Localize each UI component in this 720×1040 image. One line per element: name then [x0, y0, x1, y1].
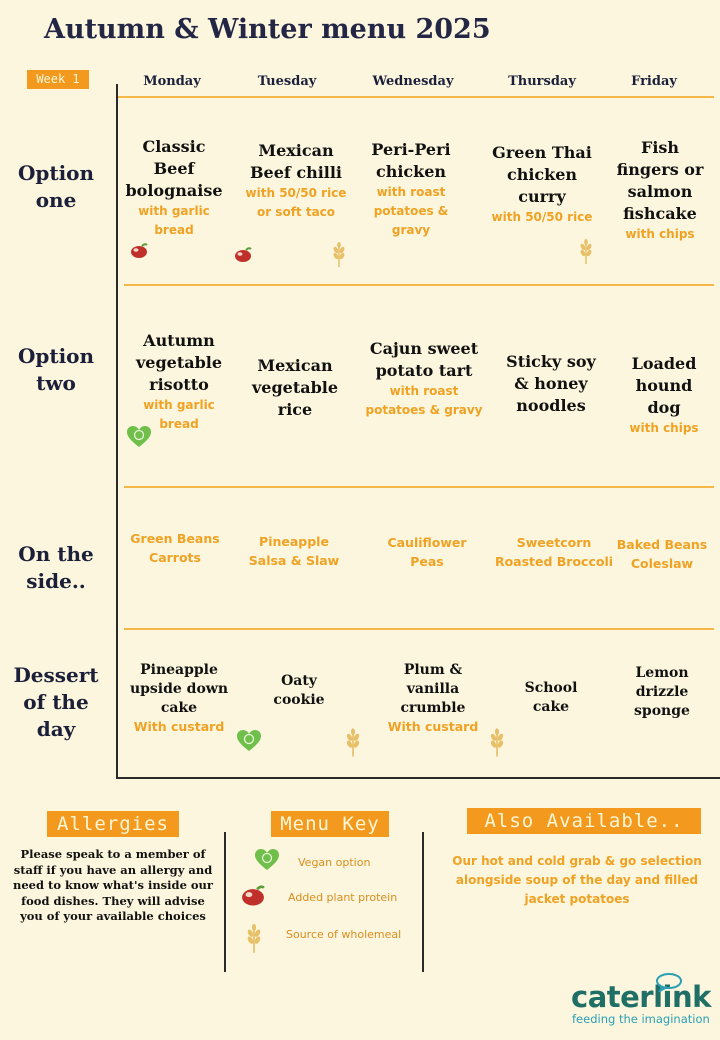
row-label-option-one: Option one: [17, 161, 95, 212]
option-one-thursday: [484, 142, 600, 227]
dessert-name: Lemon drizzle sponge: [634, 665, 690, 719]
dish-accompaniment: with garlic bread: [138, 204, 210, 237]
plant-protein-bean-icon: [238, 883, 268, 909]
wheat-icon: [578, 239, 594, 265]
allergies-text: Please speak to a member of staff if you have an allergy and need to know what's inside our food dishes. They will advise you of your available choices: [13, 847, 213, 923]
option-two-wednesday: [362, 338, 486, 420]
side-item: Coleslaw: [630, 556, 694, 571]
option-one-monday: [120, 136, 228, 240]
grid-line-row3: [124, 628, 714, 630]
dish-name: Green Thai chicken curry: [492, 143, 592, 206]
side-tuesday: [238, 532, 350, 570]
dessert-thursday: [512, 679, 590, 717]
key-label-wholemeal: Source of wholemeal: [286, 928, 402, 941]
vegan-heart-icon: [254, 848, 280, 872]
speech-bubble-icon: [654, 972, 684, 992]
dessert-name: School cake: [524, 680, 578, 715]
dessert-wednesday: [380, 661, 486, 735]
allergies-heading: Allergies: [47, 811, 179, 837]
dish-accompaniment: with 50/50 rice or soft taco: [245, 186, 347, 219]
dish-name: Mexican Beef chilli: [249, 141, 343, 182]
dessert-name: Pineapple upside down cake: [129, 662, 229, 716]
option-two-tuesday: [242, 355, 348, 421]
dish-name: Autumn vegetable risotto: [135, 331, 223, 394]
page-title: Autumn & Winter menu 2025: [44, 14, 491, 45]
dish-accompaniment: with chips: [625, 227, 695, 241]
day-friday: Friday: [631, 74, 677, 89]
side-item: Peas: [410, 554, 444, 569]
option-one-wednesday: [362, 139, 460, 240]
dish-name: Mexican vegetable rice: [251, 356, 339, 419]
dish-name: Cajun sweet potato tart: [369, 339, 479, 380]
row-label-dessert: Dessert of the day: [13, 663, 99, 741]
dish-accompaniment: with roast potatoes & gravy: [373, 185, 449, 237]
side-item: Salsa & Slaw: [248, 553, 340, 568]
divider-right: [422, 832, 424, 972]
side-item: Roasted Broccoli: [494, 554, 614, 569]
dessert-monday: [124, 661, 234, 735]
dessert-accompaniment: With custard: [387, 719, 479, 734]
day-thursday: Thursday: [508, 74, 576, 89]
plant-protein-bean-icon: [128, 242, 150, 260]
menu-key-heading: Menu Key: [271, 811, 389, 837]
grid-line-row2: [124, 486, 714, 488]
wheat-icon: [488, 728, 506, 758]
dessert-tuesday: [262, 672, 336, 710]
option-one-tuesday: [238, 140, 354, 222]
wheat-icon: [331, 242, 347, 268]
dessert-friday: [622, 664, 702, 721]
dessert-accompaniment: With custard: [133, 719, 225, 734]
key-label-vegan: Vegan option: [298, 856, 371, 869]
dish-accompaniment: with roast potatoes & gravy: [365, 384, 483, 417]
dessert-name: Plum & vanilla crumble: [400, 662, 466, 716]
day-monday: Monday: [143, 74, 201, 89]
wheat-icon: [344, 728, 362, 758]
side-thursday: [494, 533, 614, 571]
also-available-heading: Also Available..: [467, 808, 701, 834]
side-friday: [612, 535, 712, 573]
option-two-thursday: [498, 351, 604, 417]
dish-name: Classic Beef bolognaise: [125, 137, 223, 200]
wheat-icon: [244, 924, 264, 954]
grid-vertical-line: [116, 84, 118, 778]
side-item: Baked Beans: [616, 537, 708, 552]
side-item: Carrots: [149, 550, 201, 565]
side-item: Sweetcorn: [516, 535, 592, 550]
side-item: Cauliflower: [387, 535, 467, 550]
dessert-name: Oaty cookie: [273, 673, 325, 708]
caterlink-logo: caterlink: [571, 980, 711, 1014]
option-two-monday: [125, 330, 233, 434]
grid-line-header: [118, 96, 714, 98]
vegan-heart-icon: [126, 425, 152, 449]
also-available-text: Our hot and cold grab & go selection alongside soup of the day and filled jacket potatoes: [452, 854, 702, 906]
day-tuesday: Tuesday: [257, 74, 317, 89]
option-two-friday: [622, 353, 706, 438]
vegan-heart-icon: [236, 729, 262, 753]
key-label-plant-protein: Added plant protein: [288, 891, 398, 904]
option-one-friday: [612, 137, 708, 244]
dish-name: Sticky soy & honey noodles: [506, 352, 596, 415]
grid-bottom-line: [116, 777, 720, 779]
row-label-option-two: Option two: [17, 344, 95, 395]
dish-name: Fish fingers or salmon fishcake: [616, 138, 704, 223]
week-badge: Week 1: [27, 70, 89, 89]
divider-left: [224, 832, 226, 972]
grid-line-row1: [124, 284, 714, 286]
side-monday: [120, 529, 230, 567]
dish-name: Peri-Peri chicken: [371, 140, 451, 181]
dish-accompaniment: with 50/50 rice: [491, 210, 593, 224]
brand-tagline: feeding the imagination: [572, 1012, 710, 1026]
dish-accompaniment: with garlic bread: [143, 398, 215, 431]
side-item: Green Beans: [130, 531, 220, 546]
side-wednesday: [372, 533, 482, 571]
side-item: Pineapple: [259, 534, 329, 549]
plant-protein-bean-icon: [232, 246, 254, 264]
dish-name: Loaded hound dog: [631, 354, 697, 417]
dish-accompaniment: with chips: [629, 421, 699, 435]
row-label-side: On the side..: [18, 542, 94, 593]
day-wednesday: Wednesday: [372, 74, 454, 89]
